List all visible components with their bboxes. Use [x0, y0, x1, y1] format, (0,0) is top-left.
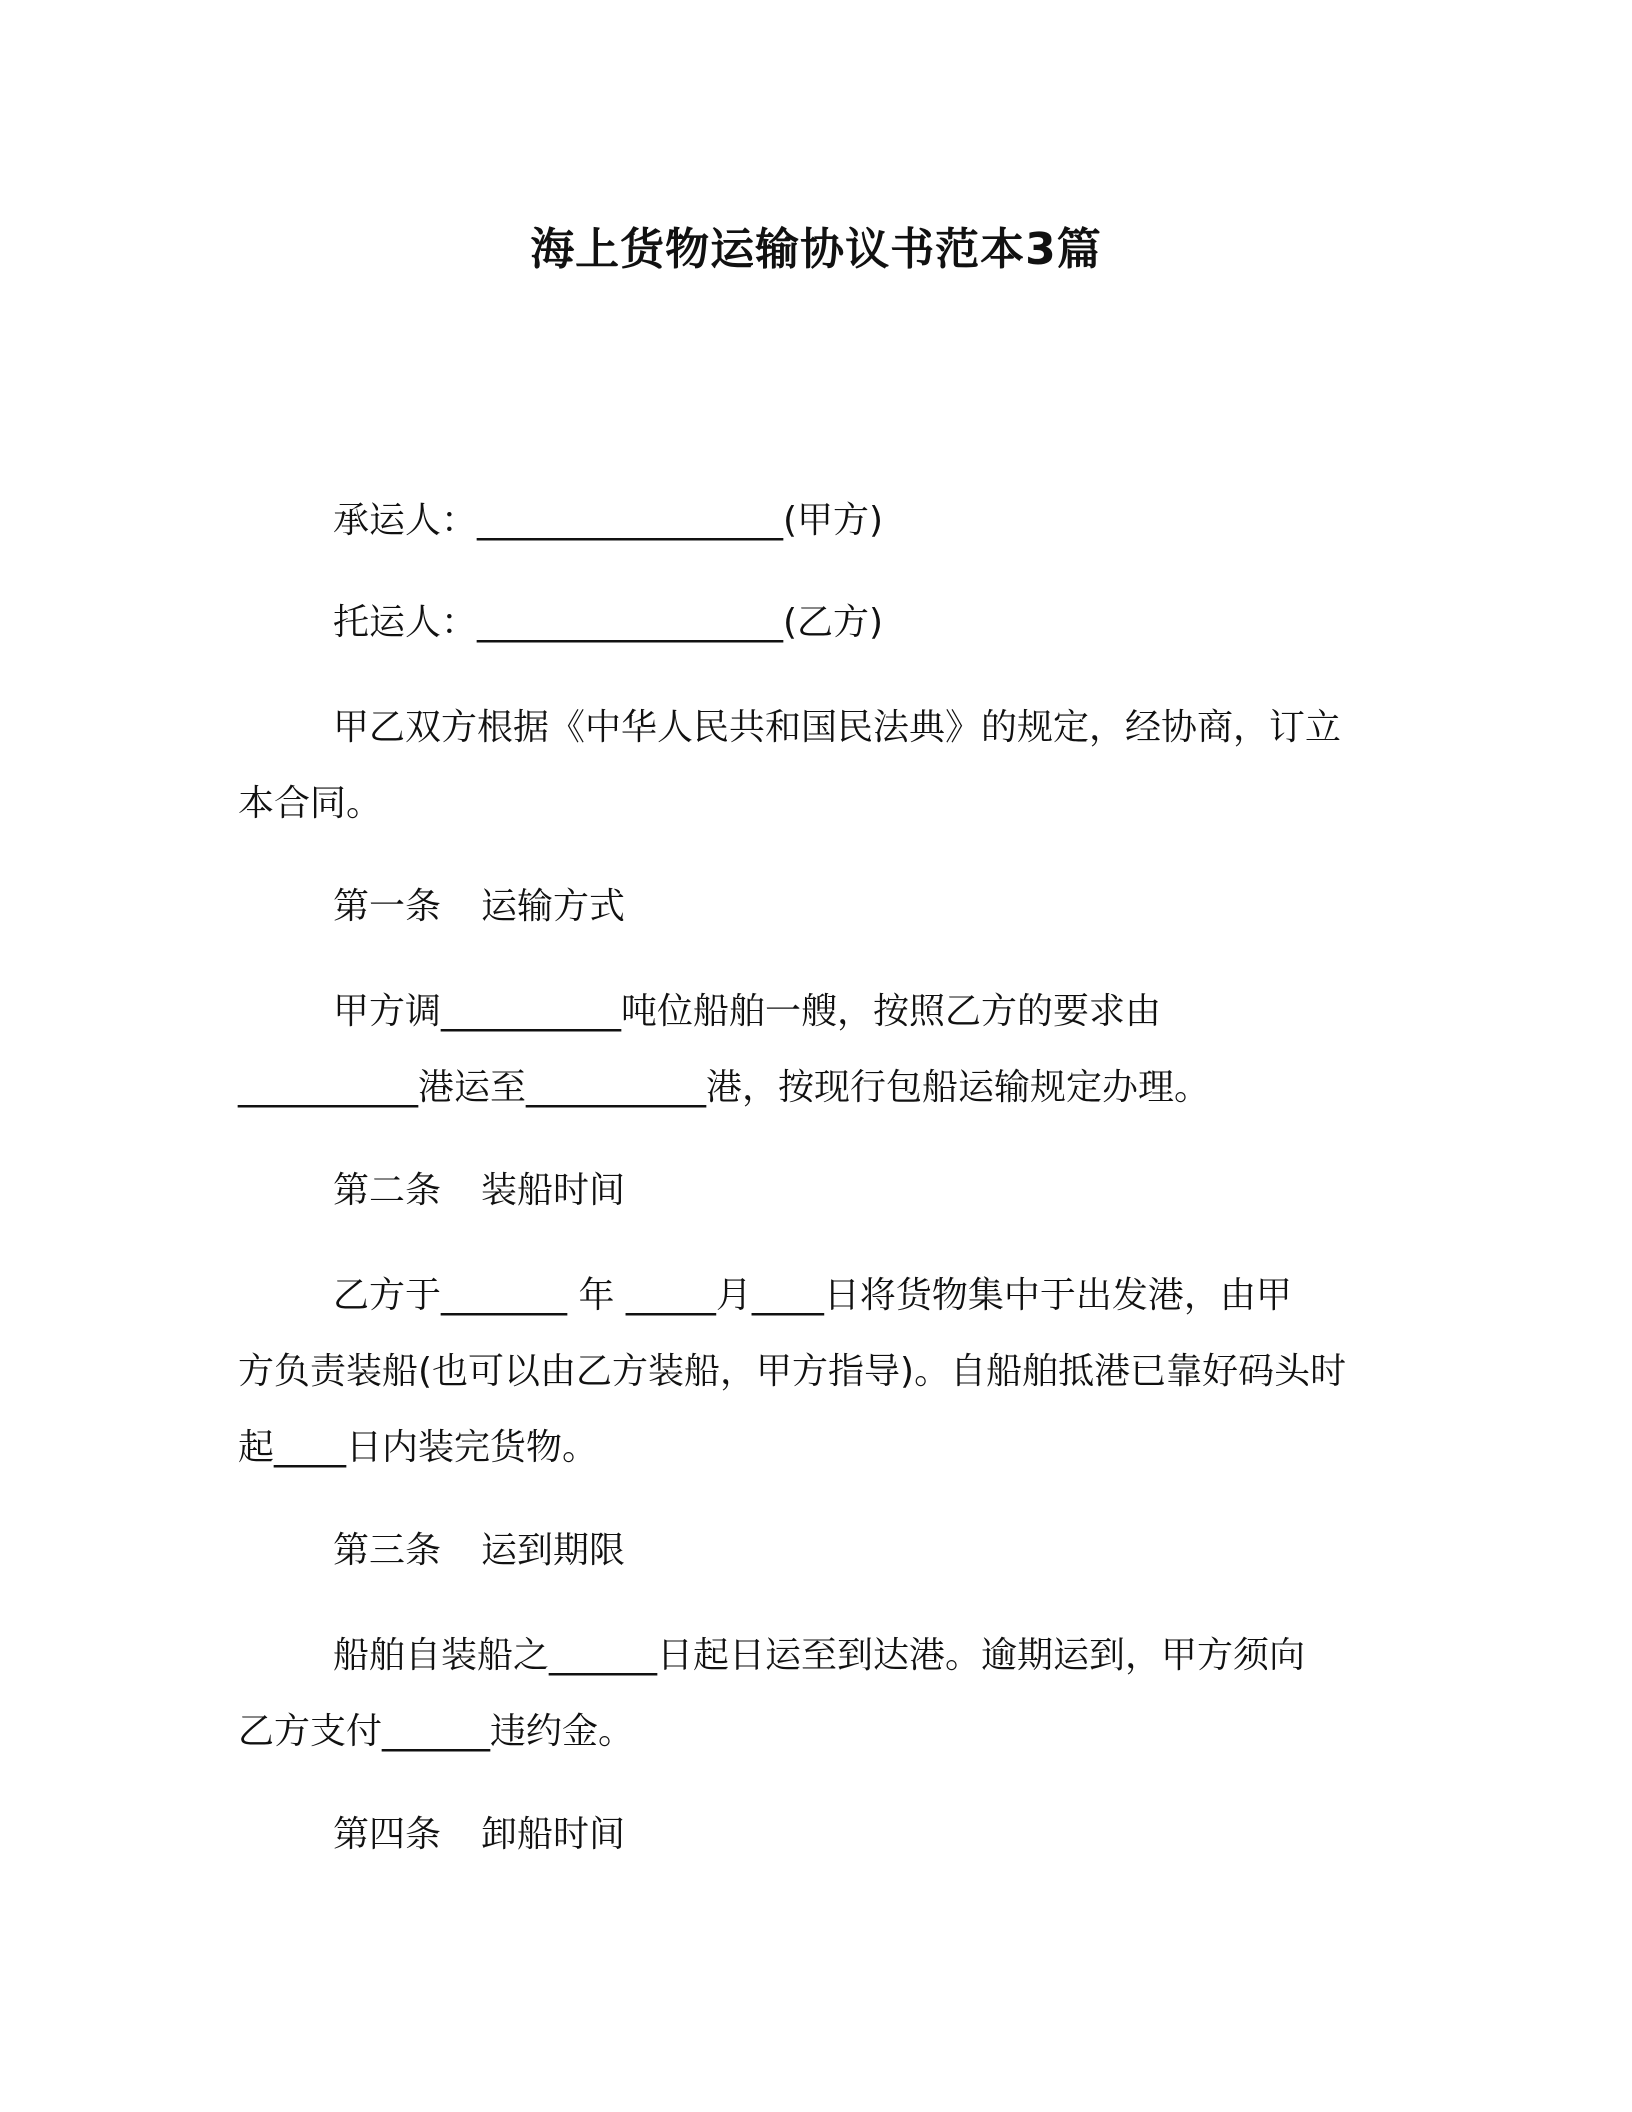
document-title: 海上货物运输协议书范本3篇 — [530, 224, 1102, 275]
article-2-body-line-2: 方负责装船(也可以由乙方装船，甲方指导)。自船舶抵港已靠好码头时 — [238, 1351, 1347, 1392]
article-2-body-line-1: 乙方于_______ 年 _____月____日将货物集中于出发港，由甲 — [333, 1275, 1292, 1316]
article-1-body-line-1: 甲方调__________吨位船舶一艘，按照乙方的要求由 — [333, 991, 1162, 1032]
article-1-title: 运输方式 — [481, 886, 626, 927]
article-4-number: 第四条 — [333, 1814, 442, 1855]
article-2-heading — [333, 1167, 625, 1215]
article-4-title: 卸船时间 — [481, 1814, 626, 1855]
article-3-heading — [333, 1527, 625, 1575]
shipper-line: 托运人：_________________(乙方) — [333, 602, 884, 643]
article-3-body-line-1: 船舶自装船之______日起日运至到达港。逾期运到，甲方须向 — [333, 1635, 1306, 1676]
preamble-line-1: 甲乙双方根据《中华人民共和国民法典》的规定，经协商，订立 — [333, 707, 1342, 748]
carrier-line: 承运人：_________________(甲方) — [333, 500, 884, 541]
article-1-heading — [333, 883, 625, 931]
article-1-number: 第一条 — [333, 886, 442, 927]
article-2-title: 装船时间 — [481, 1170, 626, 1211]
article-3-number: 第三条 — [333, 1530, 442, 1571]
article-3-body-line-2: 乙方支付______违约金。 — [238, 1711, 635, 1752]
article-2-body-line-3: 起____日内装完货物。 — [238, 1427, 599, 1468]
article-3-title: 运到期限 — [481, 1530, 626, 1571]
article-2-number: 第二条 — [333, 1170, 442, 1211]
article-4-heading — [333, 1811, 625, 1859]
preamble-line-2: 本合同。 — [238, 783, 383, 824]
article-1-body-line-2: __________港运至__________港，按现行包船运输规定办理。 — [238, 1067, 1211, 1108]
